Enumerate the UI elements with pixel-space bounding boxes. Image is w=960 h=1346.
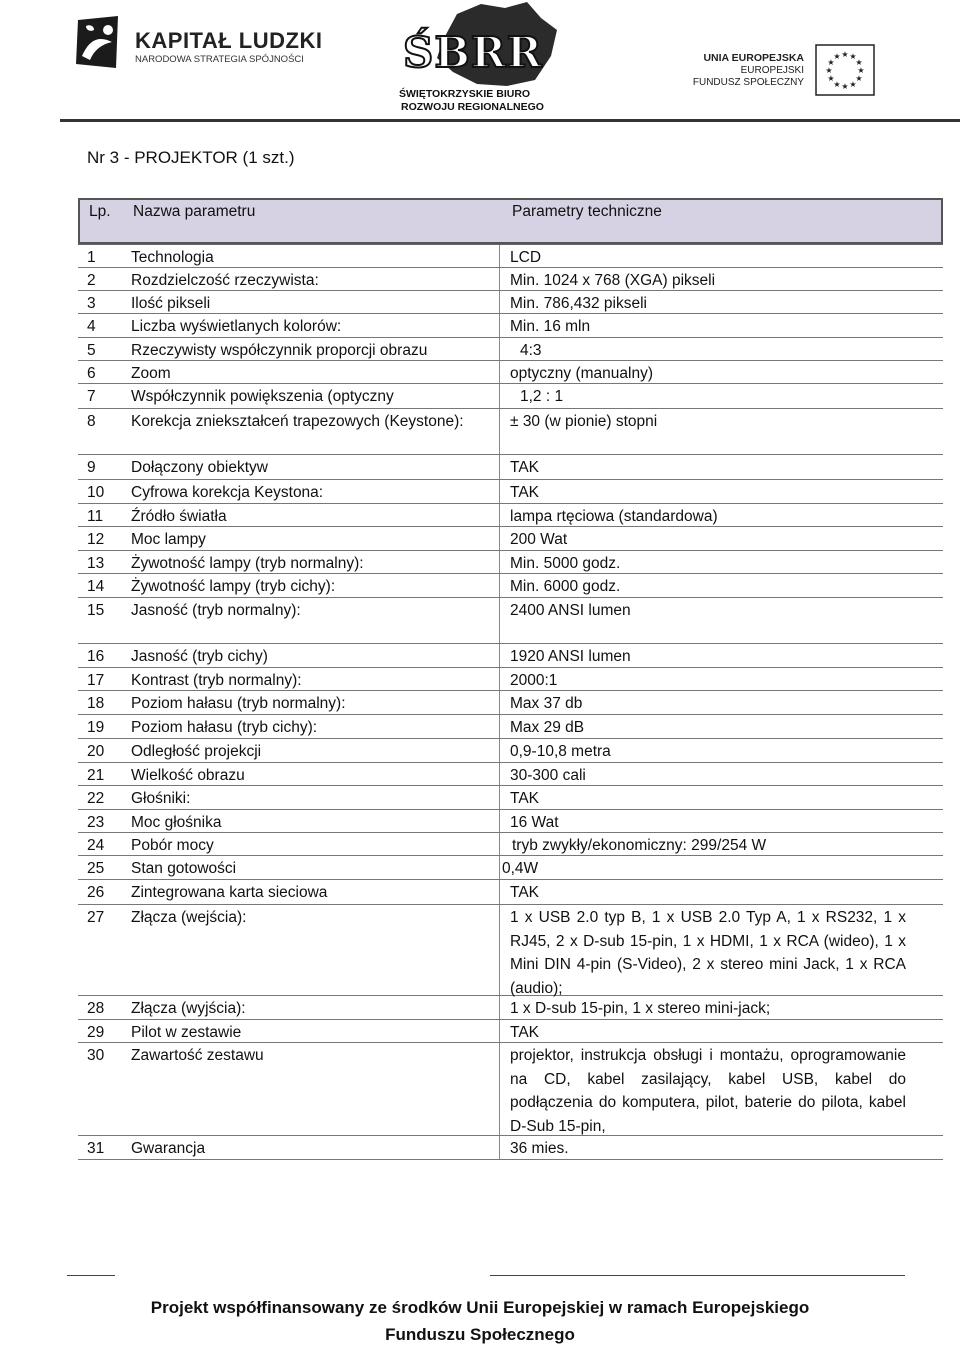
svg-text:★: ★ — [855, 58, 863, 67]
table-row — [78, 833, 943, 856]
parameter-name: Jasność (tryb cichy) — [131, 648, 268, 665]
svg-text:★: ★ — [827, 58, 835, 67]
parameter-value: TAK — [510, 790, 539, 807]
row-number: 19 — [87, 719, 105, 736]
parameter-value: TAK — [510, 1024, 539, 1041]
row-number: 11 — [87, 508, 104, 525]
table-row — [78, 1020, 943, 1043]
column-divider — [499, 996, 500, 1019]
svg-text:★: ★ — [857, 66, 865, 75]
eu-line1: UNIA EUROPEJSKA — [703, 52, 804, 64]
column-divider — [499, 245, 500, 267]
parameter-value: 2000:1 — [510, 672, 558, 689]
row-number: 22 — [87, 790, 105, 807]
footer-line1: Projekt współfinansowany ze środków Unii Europejskiej w ramach Europejskiego — [150, 1298, 810, 1317]
parameter-name: Kontrast (tryb normalny): — [131, 672, 302, 689]
row-number: 6 — [87, 365, 96, 382]
table-row — [78, 763, 943, 786]
parameter-value: Min. 1024 x 768 (XGA) pikseli — [510, 272, 716, 289]
column-divider — [499, 1020, 500, 1042]
column-divider — [499, 291, 500, 313]
column-divider — [499, 905, 500, 995]
parameter-value: 0,4W — [502, 860, 539, 877]
parameter-value: lampa rtęciowa (standardowa) — [510, 508, 718, 525]
column-divider — [499, 691, 500, 714]
table-row — [78, 409, 943, 455]
column-divider — [499, 880, 500, 904]
table-row — [78, 268, 943, 291]
parameter-name: Technologia — [131, 249, 214, 266]
kapital-ludzki-title: KAPITAŁ LUDZKI — [135, 28, 323, 53]
svg-text:★: ★ — [827, 74, 835, 83]
table-row — [78, 384, 943, 409]
parameter-value: optyczny (manualny) — [510, 365, 654, 382]
parameter-value: 4:3 — [520, 342, 542, 359]
parameter-value: projektor, instrukcja obsługi i montażu, oprogramowanie na CD, kabel zasilający, kabel USB, kabel do podłączenia do komputera, pilot, baterie do pilota, kabel D-Sub 15-pin, — [510, 1047, 906, 1135]
kapital-ludzki-logo — [72, 12, 323, 72]
table-row — [78, 455, 943, 480]
footer-rule-left — [67, 1275, 115, 1276]
eu-logo-text — [680, 52, 804, 90]
row-number: 1 — [87, 249, 96, 266]
table-row — [78, 598, 943, 644]
row-number: 2 — [87, 272, 96, 289]
column-divider — [499, 574, 500, 597]
row-number: 3 — [87, 295, 96, 312]
row-number: 16 — [87, 648, 105, 665]
footer-line2: Funduszu Społecznego — [385, 1325, 575, 1344]
table-row — [78, 291, 943, 314]
parameter-value: 16 Wat — [510, 814, 559, 831]
svg-text:★: ★ — [825, 66, 833, 75]
table-header — [78, 198, 943, 244]
row-number: 17 — [87, 672, 105, 689]
table-row — [78, 504, 943, 527]
parameter-value: 200 Wat — [510, 531, 568, 548]
parameter-name: Stan gotowości — [131, 860, 237, 877]
row-number: 25 — [87, 860, 105, 877]
kapital-ludzki-emblem-icon — [72, 12, 124, 72]
column-divider — [499, 1043, 500, 1135]
parameter-value: Min. 6000 godz. — [510, 578, 621, 595]
svg-text:★: ★ — [849, 52, 857, 61]
parameter-name: Cyfrowa korekcja Keystona: — [131, 484, 324, 501]
table-row — [78, 245, 943, 268]
parameter-name: Moc głośnika — [131, 814, 222, 831]
svg-text:★: ★ — [841, 50, 849, 59]
table-row — [78, 715, 943, 739]
parameter-value: 0,9-10,8 metra — [510, 743, 611, 760]
parameter-name: Poziom hałasu (tryb normalny): — [131, 695, 346, 712]
parameter-name: Złącza (wyjścia): — [131, 1000, 246, 1017]
row-number: 15 — [87, 602, 105, 619]
column-divider — [499, 644, 500, 667]
table-row — [78, 1043, 943, 1136]
parameter-name: Liczba wyświetlanych kolorów: — [131, 318, 342, 335]
column-divider — [499, 786, 500, 809]
parameter-value: TAK — [510, 884, 539, 901]
row-number: 14 — [87, 578, 105, 595]
table-row — [78, 786, 943, 810]
column-divider — [499, 338, 500, 360]
row-number: 13 — [87, 555, 105, 572]
parameter-value: 1920 ANSI lumen — [510, 648, 631, 665]
column-divider — [499, 504, 500, 526]
row-number: 21 — [87, 767, 105, 784]
column-divider — [499, 409, 500, 454]
row-number: 18 — [87, 695, 105, 712]
svg-text:★: ★ — [833, 80, 841, 89]
row-number: 10 — [87, 484, 105, 501]
eu-flag-icon — [815, 44, 875, 96]
sbrr-name-line2: ROZWOJU REGIONALNEGO — [401, 101, 544, 113]
kapital-ludzki-subtitle: NARODOWA STRATEGIA SPÓJNOŚCI — [135, 54, 304, 65]
parameter-value: TAK — [510, 459, 539, 476]
parameter-name: Poziom hałasu (tryb cichy): — [131, 719, 318, 736]
spec-table — [78, 245, 943, 1160]
table-row — [78, 1136, 943, 1160]
column-divider — [499, 314, 500, 337]
svg-text:★: ★ — [855, 74, 863, 83]
table-row — [78, 880, 943, 905]
parameter-name: Żywotność lampy (tryb cichy): — [131, 578, 336, 595]
svg-text:★: ★ — [833, 52, 841, 61]
parameter-value: Min. 786,432 pikseli — [510, 295, 647, 312]
parameter-value: 1 x D-sub 15-pin, 1 x stereo mini-jack; — [510, 1000, 771, 1017]
parameter-name: Pilot w zestawie — [131, 1024, 242, 1041]
table-row — [78, 480, 943, 504]
table-row — [78, 739, 943, 763]
parameter-value: ± 30 (w pionie) stopni — [510, 413, 658, 430]
parameter-name: Zoom — [131, 365, 171, 382]
parameter-value: 1,2 : 1 — [520, 388, 564, 405]
column-divider — [499, 856, 500, 879]
header-lp: Lp. — [89, 203, 111, 220]
parameter-name: Głośniki: — [131, 790, 191, 807]
page-header — [0, 0, 960, 122]
column-divider — [499, 739, 500, 762]
row-number: 30 — [87, 1047, 105, 1064]
table-row — [78, 810, 943, 833]
footer-rule-right — [490, 1275, 905, 1276]
page-title: Nr 3 - PROJEKTOR (1 szt.) — [87, 148, 295, 167]
parameter-name: Rozdzielczość rzeczywista: — [131, 272, 319, 289]
row-number: 4 — [87, 318, 96, 335]
table-row — [78, 338, 943, 361]
table-row — [78, 905, 943, 996]
parameter-name: Żywotność lampy (tryb normalny): — [131, 555, 364, 572]
column-divider — [499, 810, 500, 832]
parameter-value: LCD — [510, 249, 542, 266]
header-name: Nazwa parametru — [133, 203, 256, 220]
column-divider — [499, 763, 500, 785]
sbrr-logo-word: ŚBRR — [403, 28, 543, 77]
row-number: 9 — [87, 459, 96, 476]
parameter-value: 36 mies. — [510, 1140, 569, 1157]
table-row — [78, 691, 943, 715]
parameter-name: Gwarancja — [131, 1140, 206, 1157]
column-divider — [499, 384, 500, 408]
row-number: 5 — [87, 342, 96, 359]
header-value: Parametry techniczne — [512, 203, 662, 220]
column-divider — [499, 668, 500, 690]
column-divider — [499, 551, 500, 573]
table-row — [78, 527, 943, 551]
row-number: 23 — [87, 814, 105, 831]
parameter-name: Moc lampy — [131, 531, 206, 548]
column-divider — [499, 833, 500, 855]
parameter-name: Wielkość obrazu — [131, 767, 245, 784]
row-number: 20 — [87, 743, 105, 760]
parameter-name: Źródło światła — [131, 508, 227, 525]
parameter-name: Dołączony obiektyw — [131, 459, 268, 476]
parameter-value: Min. 16 mln — [510, 318, 591, 335]
parameter-value: 2400 ANSI lumen — [510, 602, 631, 619]
parameter-name: Jasność (tryb normalny): — [131, 602, 301, 619]
column-divider — [499, 455, 500, 479]
row-number: 12 — [87, 531, 105, 548]
parameter-value: Max 29 dB — [510, 719, 585, 736]
column-divider — [499, 1136, 500, 1159]
parameter-name: Korekcja zniekształceń trapezowych (Keystone): — [131, 413, 464, 430]
parameter-name: Odległość projekcji — [131, 743, 262, 760]
column-divider — [499, 268, 500, 290]
eu-line2: EUROPEJSKI — [740, 64, 804, 76]
table-row — [78, 361, 943, 384]
svg-text:★: ★ — [849, 80, 857, 89]
column-divider — [499, 480, 500, 503]
table-row — [78, 574, 943, 598]
parameter-value: tryb zwykły/ekonomiczny: 299/254 W — [512, 837, 767, 854]
row-number: 7 — [87, 388, 96, 405]
column-divider — [499, 598, 500, 643]
svg-text:★: ★ — [841, 82, 849, 91]
parameter-value: TAK — [510, 484, 539, 501]
parameter-value: Min. 5000 godz. — [510, 555, 621, 572]
row-number: 26 — [87, 884, 105, 901]
parameter-name: Rzeczywisty współczynnik proporcji obrazu — [131, 342, 428, 359]
row-number: 28 — [87, 1000, 105, 1017]
column-divider — [499, 715, 500, 738]
column-divider — [499, 527, 500, 550]
table-row — [78, 668, 943, 691]
eu-line3: FUNDUSZ SPOŁECZNY — [692, 77, 804, 88]
row-number: 24 — [87, 837, 105, 854]
parameter-name: Złącza (wejścia): — [131, 909, 247, 926]
parameter-name: Pobór mocy — [131, 837, 214, 854]
table-row — [78, 996, 943, 1020]
parameter-value: 30-300 cali — [510, 767, 586, 784]
row-number: 29 — [87, 1024, 105, 1041]
table-row — [78, 856, 943, 880]
parameter-name: Zawartość zestawu — [131, 1047, 264, 1064]
parameter-value: Max 37 db — [510, 695, 583, 712]
column-divider — [499, 361, 500, 383]
parameter-name: Ilość pikseli — [131, 295, 211, 312]
row-number: 31 — [87, 1140, 105, 1157]
row-number: 27 — [87, 909, 105, 926]
parameter-name: Zintegrowana karta sieciowa — [131, 884, 328, 901]
parameter-name: Współczynnik powiększenia (optyczny — [131, 388, 394, 405]
table-row — [78, 644, 943, 668]
table-row — [78, 314, 943, 338]
header-divider — [60, 119, 960, 122]
sbrr-logo — [395, 0, 585, 118]
parameter-value: 1 x USB 2.0 typ B, 1 x USB 2.0 Typ A, 1 x RS232, 1 x RJ45, 2 x D-sub 15-pin, 1 x HDMI, 1 x RCA (wideo), 1 x Mini DIN 4-pin (S-Video), 2 x stereo mini Jack, 1 x RCA (audio); — [510, 909, 906, 997]
sbrr-name-line1: ŚWIĘTOKRZYSKIE BIURO — [399, 88, 531, 100]
table-row — [78, 551, 943, 574]
row-number: 8 — [87, 413, 96, 430]
